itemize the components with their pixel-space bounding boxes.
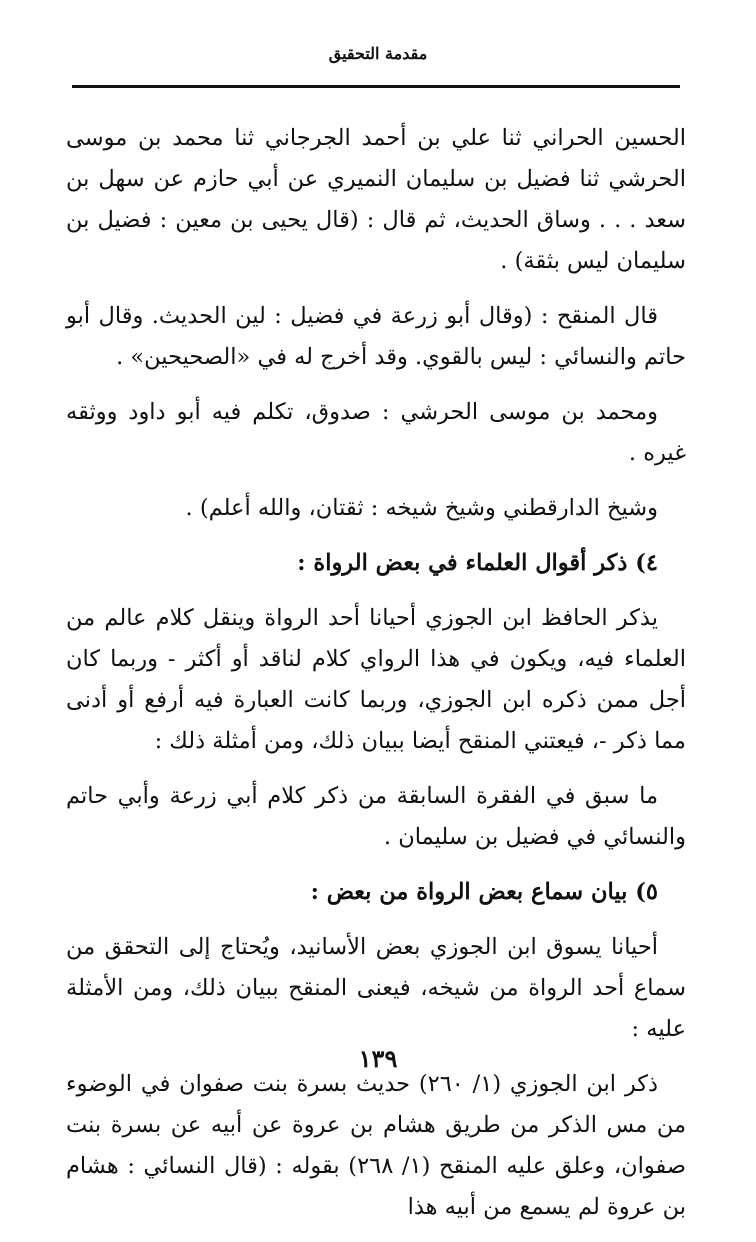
- paragraph-daraqutni-shaykh: وشيخ الدارقطني وشيخ شيخه : ثقتان، والله أعلم) .: [185, 495, 658, 521]
- section-heading-5: ٥) بيان سماع بعض الرواة من بعض :: [310, 879, 658, 905]
- running-head-title: مقدمة التحقيق: [328, 44, 428, 63]
- header-rule: [72, 85, 680, 88]
- paragraph-harashi: ومحمد بن موسى الحرشي : صدوق، تكلم فيه أبو داود ووثقه غيره .: [66, 399, 686, 466]
- paragraph-ibn-jawzi-narrators: يذكر الحافظ ابن الجوزي أحيانا أحد الرواة وينقل كلام عالم من العلماء فيه، ويكون في هذا الرواي كلام لناقد أو أكثر - وربما كان أجل ممن ذكره ابن الجوزي، وربما كانت العبارة فيه أرفع أو أدنى مما ذكر -، فيعتني المنقح أيضا ببيان ذلك، ومن أمثلة ذلك :: [66, 605, 686, 754]
- paragraph-previous-example: ما سبق في الفقرة السابقة من ذكر كلام أبي زرعة وأبي حاتم والنسائي في فضيل بن سليمان .: [66, 783, 686, 850]
- body-text: [66, 118, 686, 1242]
- paragraph-hearing-verification: أحيانا يسوق ابن الجوزي بعض الأسانيد، ويُحتاج إلى التحقق من سماع أحد الرواة من شيخه، فيعنى المنقح ببيان ذلك، ومن الأمثلة عليه :: [66, 934, 686, 1042]
- page-number: ١٣٩: [358, 1044, 398, 1073]
- paragraph-isnad: الحسين الحراني ثنا علي بن أحمد الجرجاني ثنا محمد بن موسى الحرشي ثنا فضيل بن سليمان النميري عن أبي حازم عن سهل بن سعد . . . وساق الحديث، ثم قال : (قال يحيى بن معين : فضيل بن سليمان ليس بثقة) .: [66, 125, 686, 274]
- paragraph-munaqqih-fudayl: قال المنقح : (وقال أبو زرعة في فضيل : لين الحديث. وقال أبو حاتم والنسائي : ليس بالقوي. وقد أخرج له في «الصحيحين» .: [66, 303, 686, 370]
- paragraph-busra-example: ذكر ابن الجوزي (١/ ٢٦٠) حديث بسرة بنت صفوان في الوضوء من مس الذكر من طريق هشام بن عروة عن أبيه عن بسرة بنت صفوان، وعلق عليه المنقح (١/ ٢٦٨) بقوله : (قال النسائي : هشام بن عروة لم يسمع من أبيه هذا: [66, 1071, 686, 1220]
- section-heading-4: ٤) ذكر أقوال العلماء في بعض الرواة :: [297, 550, 658, 576]
